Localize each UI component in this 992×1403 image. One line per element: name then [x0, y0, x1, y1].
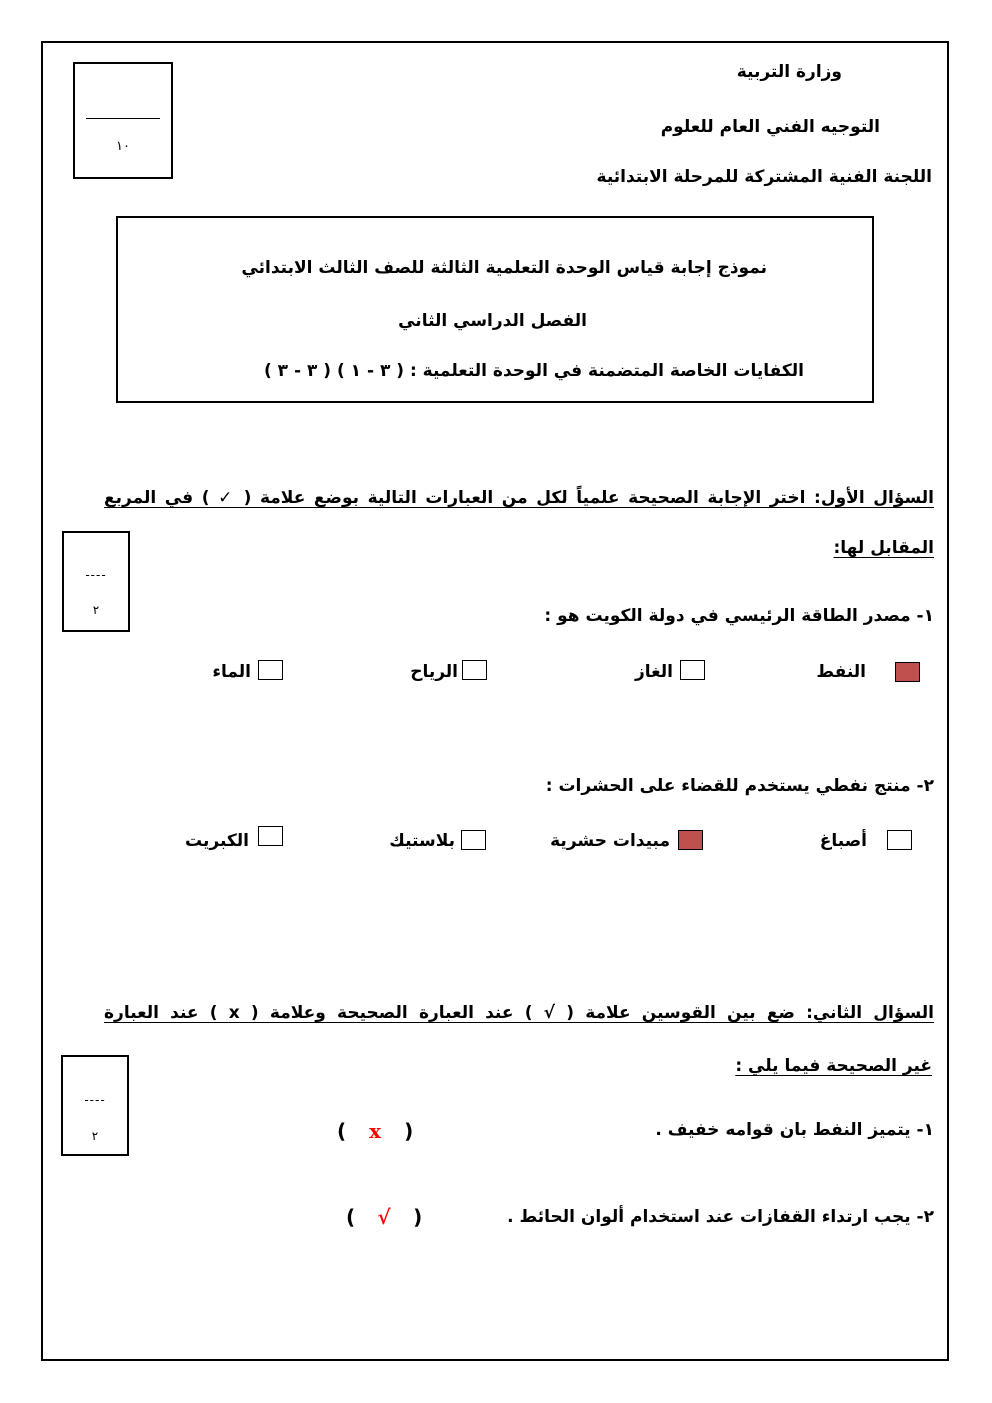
title-line-2: الفصل الدراسي الثاني [398, 311, 587, 331]
q1-item-1-text: ١- مصدر الطاقة الرئيسي في دولة الكويت هو : [544, 606, 934, 626]
score-divider [86, 118, 160, 119]
directorate-name: التوجيه الفني العام للعلوم [660, 117, 880, 137]
question1-heading-line2: المقابل لها: [833, 538, 934, 558]
q1-item2-option-plastic-label: بلاستيك [389, 831, 455, 851]
title-line-1: نموذج إجابة قياس الوحدة التعلمية الثالثة للصف الثالث الابتدائي [241, 258, 767, 278]
q1-item2-option-sulfur-checkbox[interactable] [258, 826, 283, 846]
q1-item1-option-wind-checkbox[interactable] [462, 660, 487, 680]
q1-item1-option-gas-label: الغاز [635, 662, 673, 682]
q1-item2-option-paints-checkbox[interactable] [887, 830, 912, 850]
title-box [116, 216, 874, 403]
close-paren: ) [404, 1119, 414, 1143]
q2-item2-answer-mark: √ [377, 1205, 391, 1229]
q1-item1-option-water-checkbox[interactable] [258, 660, 283, 680]
q1-item2-option-insecticides-label: مبيدات حشرية [550, 831, 670, 851]
question2-score-box [61, 1055, 129, 1156]
open-paren: ( [346, 1205, 356, 1229]
question2-heading-line2: غير الصحيحة فيما يلي : [735, 1056, 932, 1076]
q1-item1-option-gas-checkbox[interactable] [680, 660, 705, 680]
open-paren: ( [337, 1119, 347, 1143]
q1-item2-option-paints-label: أصباغ [819, 831, 867, 851]
title-line-3: الكفايات الخاصة المتضمنة في الوحدة التعلمية : ( ٣ - ١ ) ( ٣ - ٣ ) [263, 361, 804, 381]
question2-heading-line1: السؤال الثاني: ضع بين القوسين علامة ( √ ) عند العبارة الصحيحة وعلامة ( x ) عند العبارة [104, 1003, 934, 1023]
question2-score-max: ٢ [91, 1129, 99, 1143]
committee-name: اللجنة الفنية المشتركة للمرحلة الابتدائية [596, 167, 932, 187]
q1-item-2-text: ٢- منتج نفطي يستخدم للقضاء على الحشرات : [545, 776, 934, 796]
q1-item1-option-water-label: الماء [212, 662, 251, 682]
question1-heading-line1: السؤال الأول: اختر الإجابة الصحيحة علمياً لكل من العبارات التالية بوضع علامة ( ✓ ) في المربع [104, 488, 934, 508]
q1-item2-option-sulfur-label: الكبريت [185, 831, 249, 851]
q2-item2-answer-parens[interactable] [346, 1205, 422, 1229]
question1-score-box [62, 531, 130, 632]
q2-item1-answer-mark: x [369, 1119, 382, 1143]
q1-item2-option-plastic-checkbox[interactable] [461, 830, 486, 850]
q1-item1-option-oil-checkbox[interactable] [895, 662, 920, 682]
question1-score-dash: ---- [85, 568, 107, 582]
close-paren: ) [413, 1205, 423, 1229]
q2-item-1-text: ١- يتميز النفط بان قوامه خفيف . [655, 1120, 934, 1140]
question1-score-max: ٢ [92, 603, 100, 617]
q1-item1-option-wind-label: الرياح [410, 662, 458, 682]
q1-item1-option-oil-label: النفط [816, 662, 866, 682]
q2-item-2-text: ٢- يجب ارتداء القفازات عند استخدام ألوان الحائط . [507, 1207, 934, 1227]
question2-score-dash: ---- [84, 1093, 106, 1107]
q1-item2-option-insecticides-checkbox[interactable] [678, 830, 703, 850]
q2-item1-answer-parens[interactable] [337, 1119, 413, 1143]
ministry-name: وزارة التربية [736, 62, 842, 82]
total-score-box [73, 62, 173, 179]
total-score-max: ١٠ [116, 139, 130, 154]
